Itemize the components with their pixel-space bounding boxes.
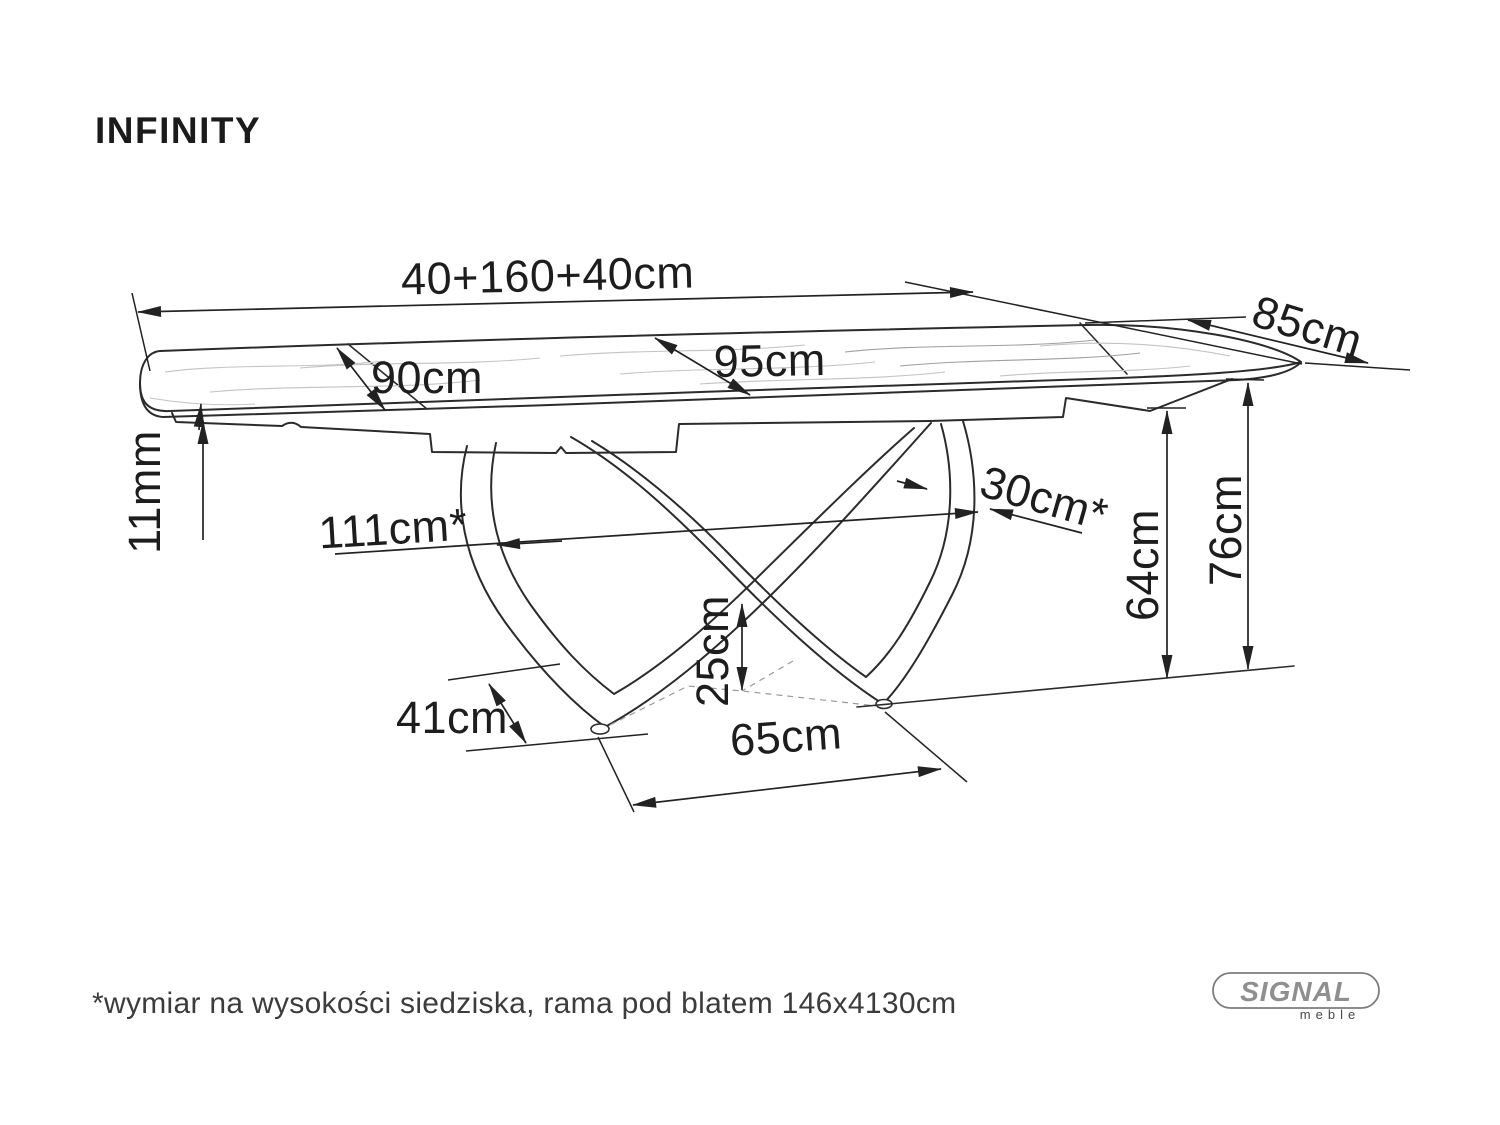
dim-base-span-label: 111cm* bbox=[317, 498, 469, 559]
dim-feet-distance bbox=[598, 707, 967, 812]
dim-feet-distance-label: 65cm bbox=[728, 707, 844, 766]
dim-strap-width bbox=[897, 456, 1114, 541]
dim-center-clearance bbox=[687, 595, 742, 707]
dim-strap-width-label: 30cm* bbox=[974, 455, 1114, 541]
logo-brand-text: SIGNAL bbox=[1240, 976, 1352, 1007]
left-foot bbox=[591, 724, 609, 734]
footnote: *wymiar na wysokości siedziska, rama pod blatem 146x4130cm bbox=[92, 987, 957, 1020]
dim-top-thickness-label: 11mm bbox=[119, 430, 170, 554]
dim-table-height-label: 76cm bbox=[1200, 473, 1251, 587]
brand-logo bbox=[1213, 973, 1379, 1022]
page-title: INFINITY bbox=[95, 110, 262, 151]
dim-top-length-label: 40+160+40cm bbox=[400, 246, 695, 305]
dim-base-span bbox=[317, 499, 978, 559]
dim-main-depth bbox=[655, 334, 826, 395]
dim-table-height bbox=[1200, 379, 1264, 669]
apron-outline bbox=[172, 379, 1232, 453]
dim-side-depth bbox=[1085, 285, 1410, 370]
leaf-seam-right bbox=[1080, 323, 1127, 374]
ground-line bbox=[857, 666, 1294, 707]
underframe bbox=[172, 379, 1232, 453]
dim-center-clearance-label: 25cm bbox=[687, 594, 738, 708]
dim-foot-width bbox=[396, 664, 648, 751]
logo-sub-text: meble bbox=[1299, 1007, 1361, 1022]
dim-main-depth-label: 95cm bbox=[713, 334, 827, 387]
dim-leaf-depth-label: 90cm bbox=[370, 352, 484, 403]
dim-leaf-depth bbox=[337, 348, 483, 410]
dim-side-depth-label: 85cm bbox=[1246, 285, 1369, 367]
dim-frame-height bbox=[1117, 408, 1186, 678]
dim-frame-height-label: 64cm bbox=[1117, 508, 1168, 622]
marble-veins bbox=[150, 340, 1230, 405]
dim-foot-width-label: 41cm bbox=[395, 692, 509, 743]
dim-top-thickness bbox=[119, 404, 203, 554]
